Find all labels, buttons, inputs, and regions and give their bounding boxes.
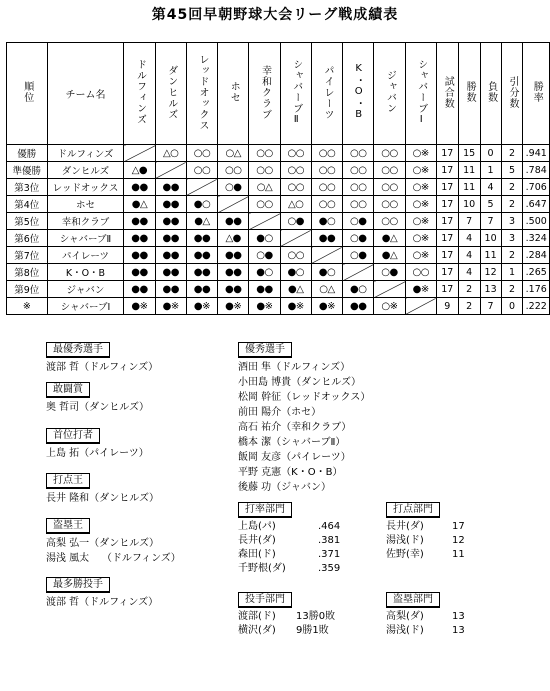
result-cell: ○○: [374, 196, 405, 213]
team-name-cell: ホセ: [47, 196, 124, 213]
ties-cell: 2: [501, 196, 523, 213]
result-cell: ○○: [249, 145, 280, 162]
result-cell: ●○: [311, 213, 342, 230]
ties-cell: 2: [501, 247, 523, 264]
standings-table: [6, 42, 550, 315]
award-label: 盗塁王: [46, 518, 90, 533]
result-cell: ●●: [218, 264, 249, 281]
award-steals: [46, 518, 181, 566]
opp-header: K・O・B: [343, 43, 374, 145]
pct-cell: .176: [523, 281, 550, 298]
table-row: [7, 145, 550, 162]
award-batting: [46, 428, 149, 461]
award-label: 最多勝投手: [46, 577, 110, 592]
games-cell: 17: [436, 264, 458, 281]
result-cell: ○△: [311, 281, 342, 298]
result-cell: ●●: [186, 247, 217, 264]
result-cell: ○○: [374, 213, 405, 230]
wins-cell: 10: [458, 196, 480, 213]
result-cell: ○○: [186, 162, 217, 179]
result-cell: ●●: [124, 230, 155, 247]
table-row: [7, 162, 550, 179]
result-cell: ○○: [280, 179, 311, 196]
rank-header: 順位: [7, 43, 48, 145]
result-cell: ○○: [374, 162, 405, 179]
diagonal-cell: [280, 230, 311, 247]
award-wins: [46, 577, 158, 610]
stat-row: 長井(ダ) 17: [386, 521, 465, 532]
wins-header: 勝数: [458, 43, 480, 145]
dept-label: 盗塁部門: [386, 592, 440, 607]
ties-cell: 2: [501, 281, 523, 298]
result-cell: ●●: [155, 281, 186, 298]
result-cell: ●○: [186, 196, 217, 213]
award-winner: 酒田 隼（ドルフィンズ）: [238, 362, 351, 373]
losses-header: 負数: [480, 43, 501, 145]
result-cell: ○○: [311, 196, 342, 213]
result-cell: ○○: [374, 145, 405, 162]
award-winner: 長井 隆和（ダンヒルズ）: [46, 493, 159, 504]
rank-cell: 第4位: [7, 196, 48, 213]
result-cell: ●※: [124, 298, 155, 315]
result-cell: ●●: [124, 247, 155, 264]
result-cell: △○: [280, 196, 311, 213]
result-cell: ○●: [374, 264, 405, 281]
stat-row: 湯浅(ド) 12: [386, 535, 465, 546]
stat-row: 湯浅(ド) 13: [386, 625, 465, 636]
stat-row: 上島(パ) .464: [238, 521, 341, 532]
table-row: [7, 213, 550, 230]
result-cell: ○○: [374, 179, 405, 196]
wins-cell: 11: [458, 162, 480, 179]
wins-cell: 2: [458, 298, 480, 315]
rank-cell: 優勝: [7, 145, 48, 162]
award-excellent: [238, 342, 370, 495]
result-cell: ●※: [311, 298, 342, 315]
stat-row: 長井(ダ) .381: [238, 535, 341, 546]
award-winner: 上島 拓（パイレーツ）: [46, 448, 149, 459]
team-header: チーム名: [47, 43, 124, 145]
opp-header: シャバーブⅡ: [280, 43, 311, 145]
diagonal-cell: [405, 298, 436, 315]
result-cell: ○●: [280, 213, 311, 230]
ties-cell: 2: [501, 179, 523, 196]
award-fighting: [46, 382, 149, 415]
result-cell: ○※: [405, 196, 436, 213]
diagonal-cell: [155, 162, 186, 179]
result-cell: ●●: [186, 264, 217, 281]
award-winner: 高梨 弘一（ダンヒルズ）: [46, 538, 159, 549]
page-title: 第45回早朝野球大会リーグ戦成績表: [151, 7, 399, 23]
result-cell: ○○: [186, 145, 217, 162]
rank-cell: 第8位: [7, 264, 48, 281]
result-cell: △●: [124, 162, 155, 179]
award-label: 打点王: [46, 473, 90, 488]
games-cell: 17: [436, 179, 458, 196]
result-cell: ●●: [249, 281, 280, 298]
games-header: 試合数: [436, 43, 458, 145]
result-cell: ○※: [405, 230, 436, 247]
dept-label: 投手部門: [238, 592, 292, 607]
result-cell: ○※: [405, 162, 436, 179]
games-cell: 17: [436, 230, 458, 247]
award-winner: 後藤 功（ジャバン）: [238, 482, 331, 493]
diagonal-cell: [124, 145, 155, 162]
dept-batting-avg: [238, 502, 340, 576]
result-cell: ○○: [311, 145, 342, 162]
award-winner: 橋本 潔（シャバーブⅡ）: [238, 437, 346, 448]
result-cell: ●●: [155, 213, 186, 230]
opp-header: レッドオックス: [186, 43, 217, 145]
result-cell: ●●: [218, 213, 249, 230]
dept-label: 打点部門: [386, 502, 440, 517]
award-mvp: [46, 342, 158, 375]
games-cell: 17: [436, 281, 458, 298]
table-row: [7, 179, 550, 196]
result-cell: △○: [155, 145, 186, 162]
result-cell: ●○: [249, 230, 280, 247]
result-cell: ●※: [249, 298, 280, 315]
award-winner: 小田島 博貴（ダンヒルズ）: [238, 377, 361, 388]
result-cell: ●※: [218, 298, 249, 315]
ties-cell: 1: [501, 264, 523, 281]
result-cell: ●△: [374, 247, 405, 264]
dept-label: 打率部門: [238, 502, 292, 517]
opp-header: 幸和クラブ: [249, 43, 280, 145]
pct-cell: .647: [523, 196, 550, 213]
result-cell: ○●: [218, 179, 249, 196]
result-cell: ○○: [311, 162, 342, 179]
losses-cell: 12: [480, 264, 501, 281]
opp-header: シャバーブⅠ: [405, 43, 436, 145]
wins-cell: 11: [458, 179, 480, 196]
losses-cell: 0: [480, 145, 501, 162]
pct-cell: .706: [523, 179, 550, 196]
result-cell: ●○: [311, 264, 342, 281]
award-label: 首位打者: [46, 428, 100, 443]
award-winner: 松岡 幹征（レッドオックス）: [238, 392, 371, 403]
team-name-cell: ドルフィンズ: [47, 145, 124, 162]
result-cell: ●●: [186, 281, 217, 298]
team-name-cell: シャバーブⅡ: [47, 230, 124, 247]
result-cell: ●△: [280, 281, 311, 298]
rank-cell: 第5位: [7, 213, 48, 230]
result-cell: ●●: [155, 196, 186, 213]
rank-cell: 第3位: [7, 179, 48, 196]
games-cell: 17: [436, 162, 458, 179]
result-cell: ○○: [343, 145, 374, 162]
result-cell: ○※: [374, 298, 405, 315]
award-winner: 飯岡 友彦（パイレーツ）: [238, 452, 351, 463]
award-winner: 前田 陽介（ホセ）: [238, 407, 322, 418]
result-cell: ●●: [343, 298, 374, 315]
games-cell: 17: [436, 213, 458, 230]
award-label: 最優秀選手: [46, 342, 110, 357]
result-cell: ●●: [218, 281, 249, 298]
result-cell: ●※: [155, 298, 186, 315]
wins-cell: 2: [458, 281, 480, 298]
result-cell: ●※: [405, 281, 436, 298]
award-winner: 湯浅 風太 （ドルフィンズ）: [46, 553, 181, 564]
table-row: [7, 281, 550, 298]
ties-cell: 3: [501, 230, 523, 247]
result-cell: ○○: [343, 196, 374, 213]
result-cell: ○○: [218, 162, 249, 179]
pct-cell: .500: [523, 213, 550, 230]
result-cell: ○○: [405, 264, 436, 281]
rank-cell: ※: [7, 298, 48, 315]
result-cell: ●○: [249, 264, 280, 281]
award-winner: 平野 克憲（K・O・B）: [238, 467, 343, 478]
table-row: [7, 230, 550, 247]
result-cell: ○○: [249, 162, 280, 179]
losses-cell: 13: [480, 281, 501, 298]
result-cell: ○●: [249, 247, 280, 264]
rank-cell: 第7位: [7, 247, 48, 264]
result-cell: ●●: [155, 179, 186, 196]
result-cell: ○●: [343, 230, 374, 247]
result-cell: ○○: [249, 196, 280, 213]
losses-cell: 10: [480, 230, 501, 247]
losses-cell: 4: [480, 179, 501, 196]
table-row: [7, 264, 550, 281]
pct-cell: .284: [523, 247, 550, 264]
pct-cell: .265: [523, 264, 550, 281]
team-name-cell: シャバーブⅠ: [47, 298, 124, 315]
stat-row: 森田(ド) .371: [238, 549, 341, 560]
diagonal-cell: [218, 196, 249, 213]
diagonal-cell: [249, 213, 280, 230]
table-row: [7, 298, 550, 315]
result-cell: ●△: [124, 196, 155, 213]
result-cell: ●●: [124, 213, 155, 230]
result-cell: ●●: [186, 230, 217, 247]
opp-header: ダンヒルズ: [155, 43, 186, 145]
games-cell: 17: [436, 145, 458, 162]
result-cell: ○○: [343, 162, 374, 179]
dept-rbi: [386, 502, 465, 562]
result-cell: ●●: [218, 247, 249, 264]
result-cell: ●●: [124, 179, 155, 196]
games-cell: 9: [436, 298, 458, 315]
result-cell: ○※: [405, 179, 436, 196]
wins-cell: 7: [458, 213, 480, 230]
award-winner: 高石 祐介（幸和クラブ）: [238, 422, 352, 433]
opp-header: ホセ: [218, 43, 249, 145]
result-cell: ●○: [343, 281, 374, 298]
team-name-cell: 幸和クラブ: [47, 213, 124, 230]
award-winner: 渡部 哲（ドルフィンズ）: [46, 597, 159, 608]
rank-cell: 準優勝: [7, 162, 48, 179]
team-name-cell: パイレーツ: [47, 247, 124, 264]
result-cell: ○△: [249, 179, 280, 196]
team-name-cell: レッドオックス: [47, 179, 124, 196]
diagonal-cell: [343, 264, 374, 281]
result-cell: ●※: [186, 298, 217, 315]
result-cell: ●●: [155, 264, 186, 281]
losses-cell: 5: [480, 196, 501, 213]
result-cell: ●●: [155, 247, 186, 264]
wins-cell: 4: [458, 230, 480, 247]
table-row: [7, 247, 550, 264]
opp-header: ドルフィンズ: [124, 43, 155, 145]
diagonal-cell: [374, 281, 405, 298]
opp-header: ジャバン: [374, 43, 405, 145]
result-cell: ○○: [280, 145, 311, 162]
result-cell: ○※: [405, 247, 436, 264]
award-label: 敢闘賞: [46, 382, 90, 397]
ties-cell: 3: [501, 213, 523, 230]
ties-header: 引分数: [501, 43, 523, 145]
dept-pitching: [238, 592, 335, 638]
result-cell: ○○: [280, 247, 311, 264]
losses-cell: 7: [480, 298, 501, 315]
ties-cell: 2: [501, 145, 523, 162]
pct-cell: .324: [523, 230, 550, 247]
result-cell: ●△: [374, 230, 405, 247]
opp-header: パイレーツ: [311, 43, 342, 145]
stat-row: 高梨(ダ) 13: [386, 611, 465, 622]
ties-cell: 0: [501, 298, 523, 315]
pct-cell: .784: [523, 162, 550, 179]
result-cell: ○△: [218, 145, 249, 162]
pct-cell: .222: [523, 298, 550, 315]
pct-header: 勝率: [523, 43, 550, 145]
table-row: [7, 196, 550, 213]
losses-cell: 1: [480, 162, 501, 179]
result-cell: ○●: [343, 213, 374, 230]
result-cell: ●※: [280, 298, 311, 315]
rank-cell: 第6位: [7, 230, 48, 247]
result-cell: ●●: [124, 281, 155, 298]
wins-cell: 15: [458, 145, 480, 162]
losses-cell: 11: [480, 247, 501, 264]
result-cell: ○○: [280, 162, 311, 179]
diagonal-cell: [311, 247, 342, 264]
standings-header-row: [7, 43, 550, 145]
wins-cell: 4: [458, 264, 480, 281]
rank-cell: 第9位: [7, 281, 48, 298]
result-cell: ○○: [311, 179, 342, 196]
result-cell: ●●: [155, 230, 186, 247]
result-cell: ○※: [405, 213, 436, 230]
result-cell: ○●: [343, 247, 374, 264]
award-rbi: [46, 473, 159, 506]
stat-row: 渡部(ド) 13勝0敗: [238, 611, 336, 622]
result-cell: ●●: [311, 230, 342, 247]
stat-row: 横沢(ダ) 9勝1敗: [238, 625, 329, 636]
award-winner: 渡部 哲（ドルフィンズ）: [46, 362, 159, 373]
ties-cell: 5: [501, 162, 523, 179]
dept-steals: [386, 592, 465, 638]
pct-cell: .941: [523, 145, 550, 162]
result-cell: ●○: [280, 264, 311, 281]
diagonal-cell: [186, 179, 217, 196]
team-name-cell: ジャバン: [47, 281, 124, 298]
result-cell: ○※: [405, 145, 436, 162]
result-cell: ●△: [186, 213, 217, 230]
award-label: 優秀選手: [238, 342, 292, 357]
games-cell: 17: [436, 247, 458, 264]
award-winner: 奥 哲司（ダンヒルズ）: [46, 402, 149, 413]
games-cell: 17: [436, 196, 458, 213]
stat-row: 佐野(幸) 11: [386, 549, 465, 560]
wins-cell: 4: [458, 247, 480, 264]
result-cell: ●●: [124, 264, 155, 281]
team-name-cell: ダンヒルズ: [47, 162, 124, 179]
result-cell: △●: [218, 230, 249, 247]
losses-cell: 7: [480, 213, 501, 230]
result-cell: ○○: [343, 179, 374, 196]
team-name-cell: K・O・B: [47, 264, 124, 281]
stat-row: 千野根(ダ) .359: [238, 563, 341, 574]
